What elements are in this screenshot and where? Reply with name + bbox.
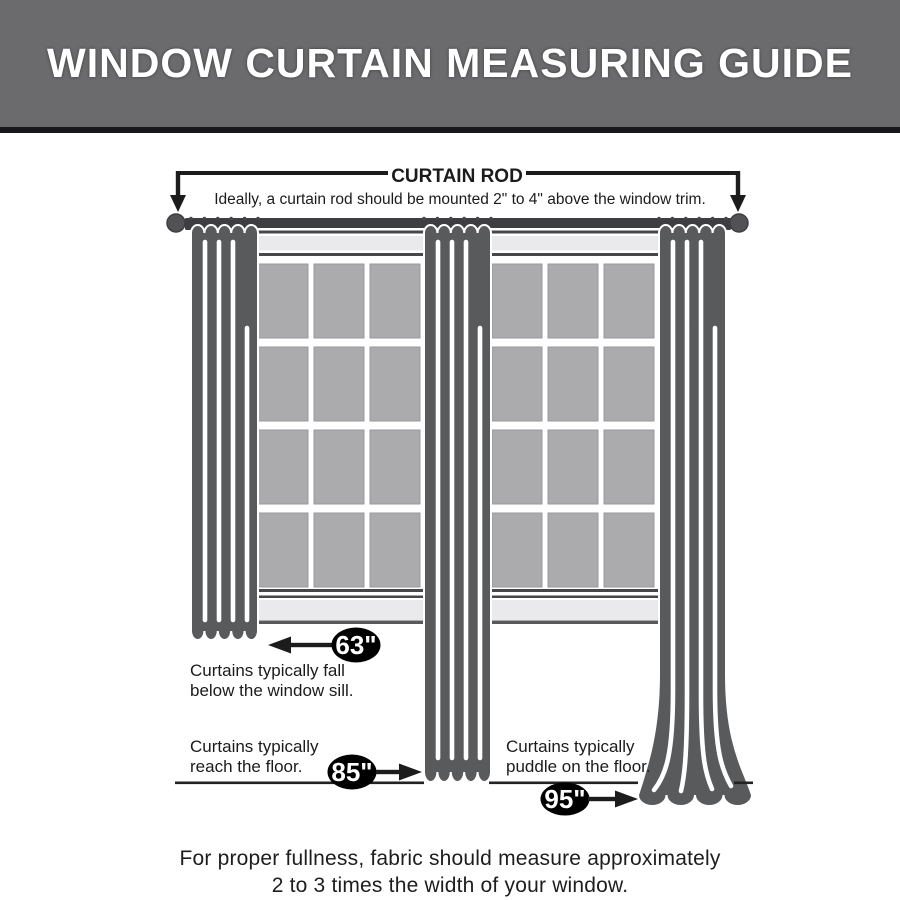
curtain-rod-label: CURTAIN ROD [391, 166, 523, 187]
window-pane [604, 347, 654, 421]
measurement-arrow-head [615, 791, 638, 808]
curtain-panel-left [189, 217, 259, 640]
measurement-arrow-head [399, 764, 422, 781]
window-pane [370, 264, 420, 338]
window-pane [548, 347, 598, 421]
window-pane [370, 347, 420, 421]
measurement-caption-line2: below the window sill. [190, 681, 354, 700]
rod-label-line-left [176, 171, 388, 175]
measurement-arrow-line [376, 770, 402, 774]
rod-mounting-note: Ideally, a curtain rod should be mounted 2" to 4" above the window trim. [214, 191, 706, 208]
window-pane [258, 347, 308, 421]
rod-pointer-arrow-right [730, 171, 746, 212]
window-pane [314, 513, 364, 587]
window-pane [604, 430, 654, 504]
measurement-caption-line1: Curtains typically [506, 737, 635, 756]
window-pane [314, 264, 364, 338]
window-pane [548, 513, 598, 587]
window-pane [258, 513, 308, 587]
measurement-arrow-head [268, 637, 291, 654]
window-pane [548, 264, 598, 338]
window-pane [548, 430, 598, 504]
measurement-arrow-line [588, 797, 616, 801]
rod-pointer-arrow-left [170, 171, 186, 212]
measurement-caption-line1: Curtains typically [190, 737, 319, 756]
window-pane [258, 264, 308, 338]
measurement-caption-line2: reach the floor. [190, 757, 303, 776]
measurement-caption-line2: puddle on the floor. [506, 757, 651, 776]
window-pane [492, 513, 542, 587]
window-pane [604, 264, 654, 338]
window-pane [492, 430, 542, 504]
footer-note-line2: 2 to 3 times the width of your window. [271, 874, 629, 897]
measurement-95 [506, 737, 651, 816]
window-pane [492, 264, 542, 338]
window-pane [314, 430, 364, 504]
measurement-value: 63" [335, 630, 377, 660]
window-pane [258, 430, 308, 504]
window-pane [314, 347, 364, 421]
curtain-panel-center [422, 217, 492, 782]
measurement-caption-line1: Curtains typically fall [190, 661, 345, 680]
rod-finial-right [730, 214, 748, 232]
page-title: WINDOW CURTAIN MEASURING GUIDE [47, 40, 853, 86]
measurement-value: 95" [544, 784, 586, 814]
rod-label-line-right [526, 171, 739, 175]
measurement-value: 85" [331, 757, 373, 787]
window-pane [492, 347, 542, 421]
rod-finial-left [167, 214, 185, 232]
footer-note-line1: For proper fullness, fabric should measure approximately [179, 847, 721, 870]
window-pane [370, 513, 420, 587]
window-pane [370, 430, 420, 504]
footer-note [0, 845, 900, 899]
measurement-63 [190, 628, 381, 701]
measurement-arrow-line [290, 643, 334, 647]
window-pane [604, 513, 654, 587]
